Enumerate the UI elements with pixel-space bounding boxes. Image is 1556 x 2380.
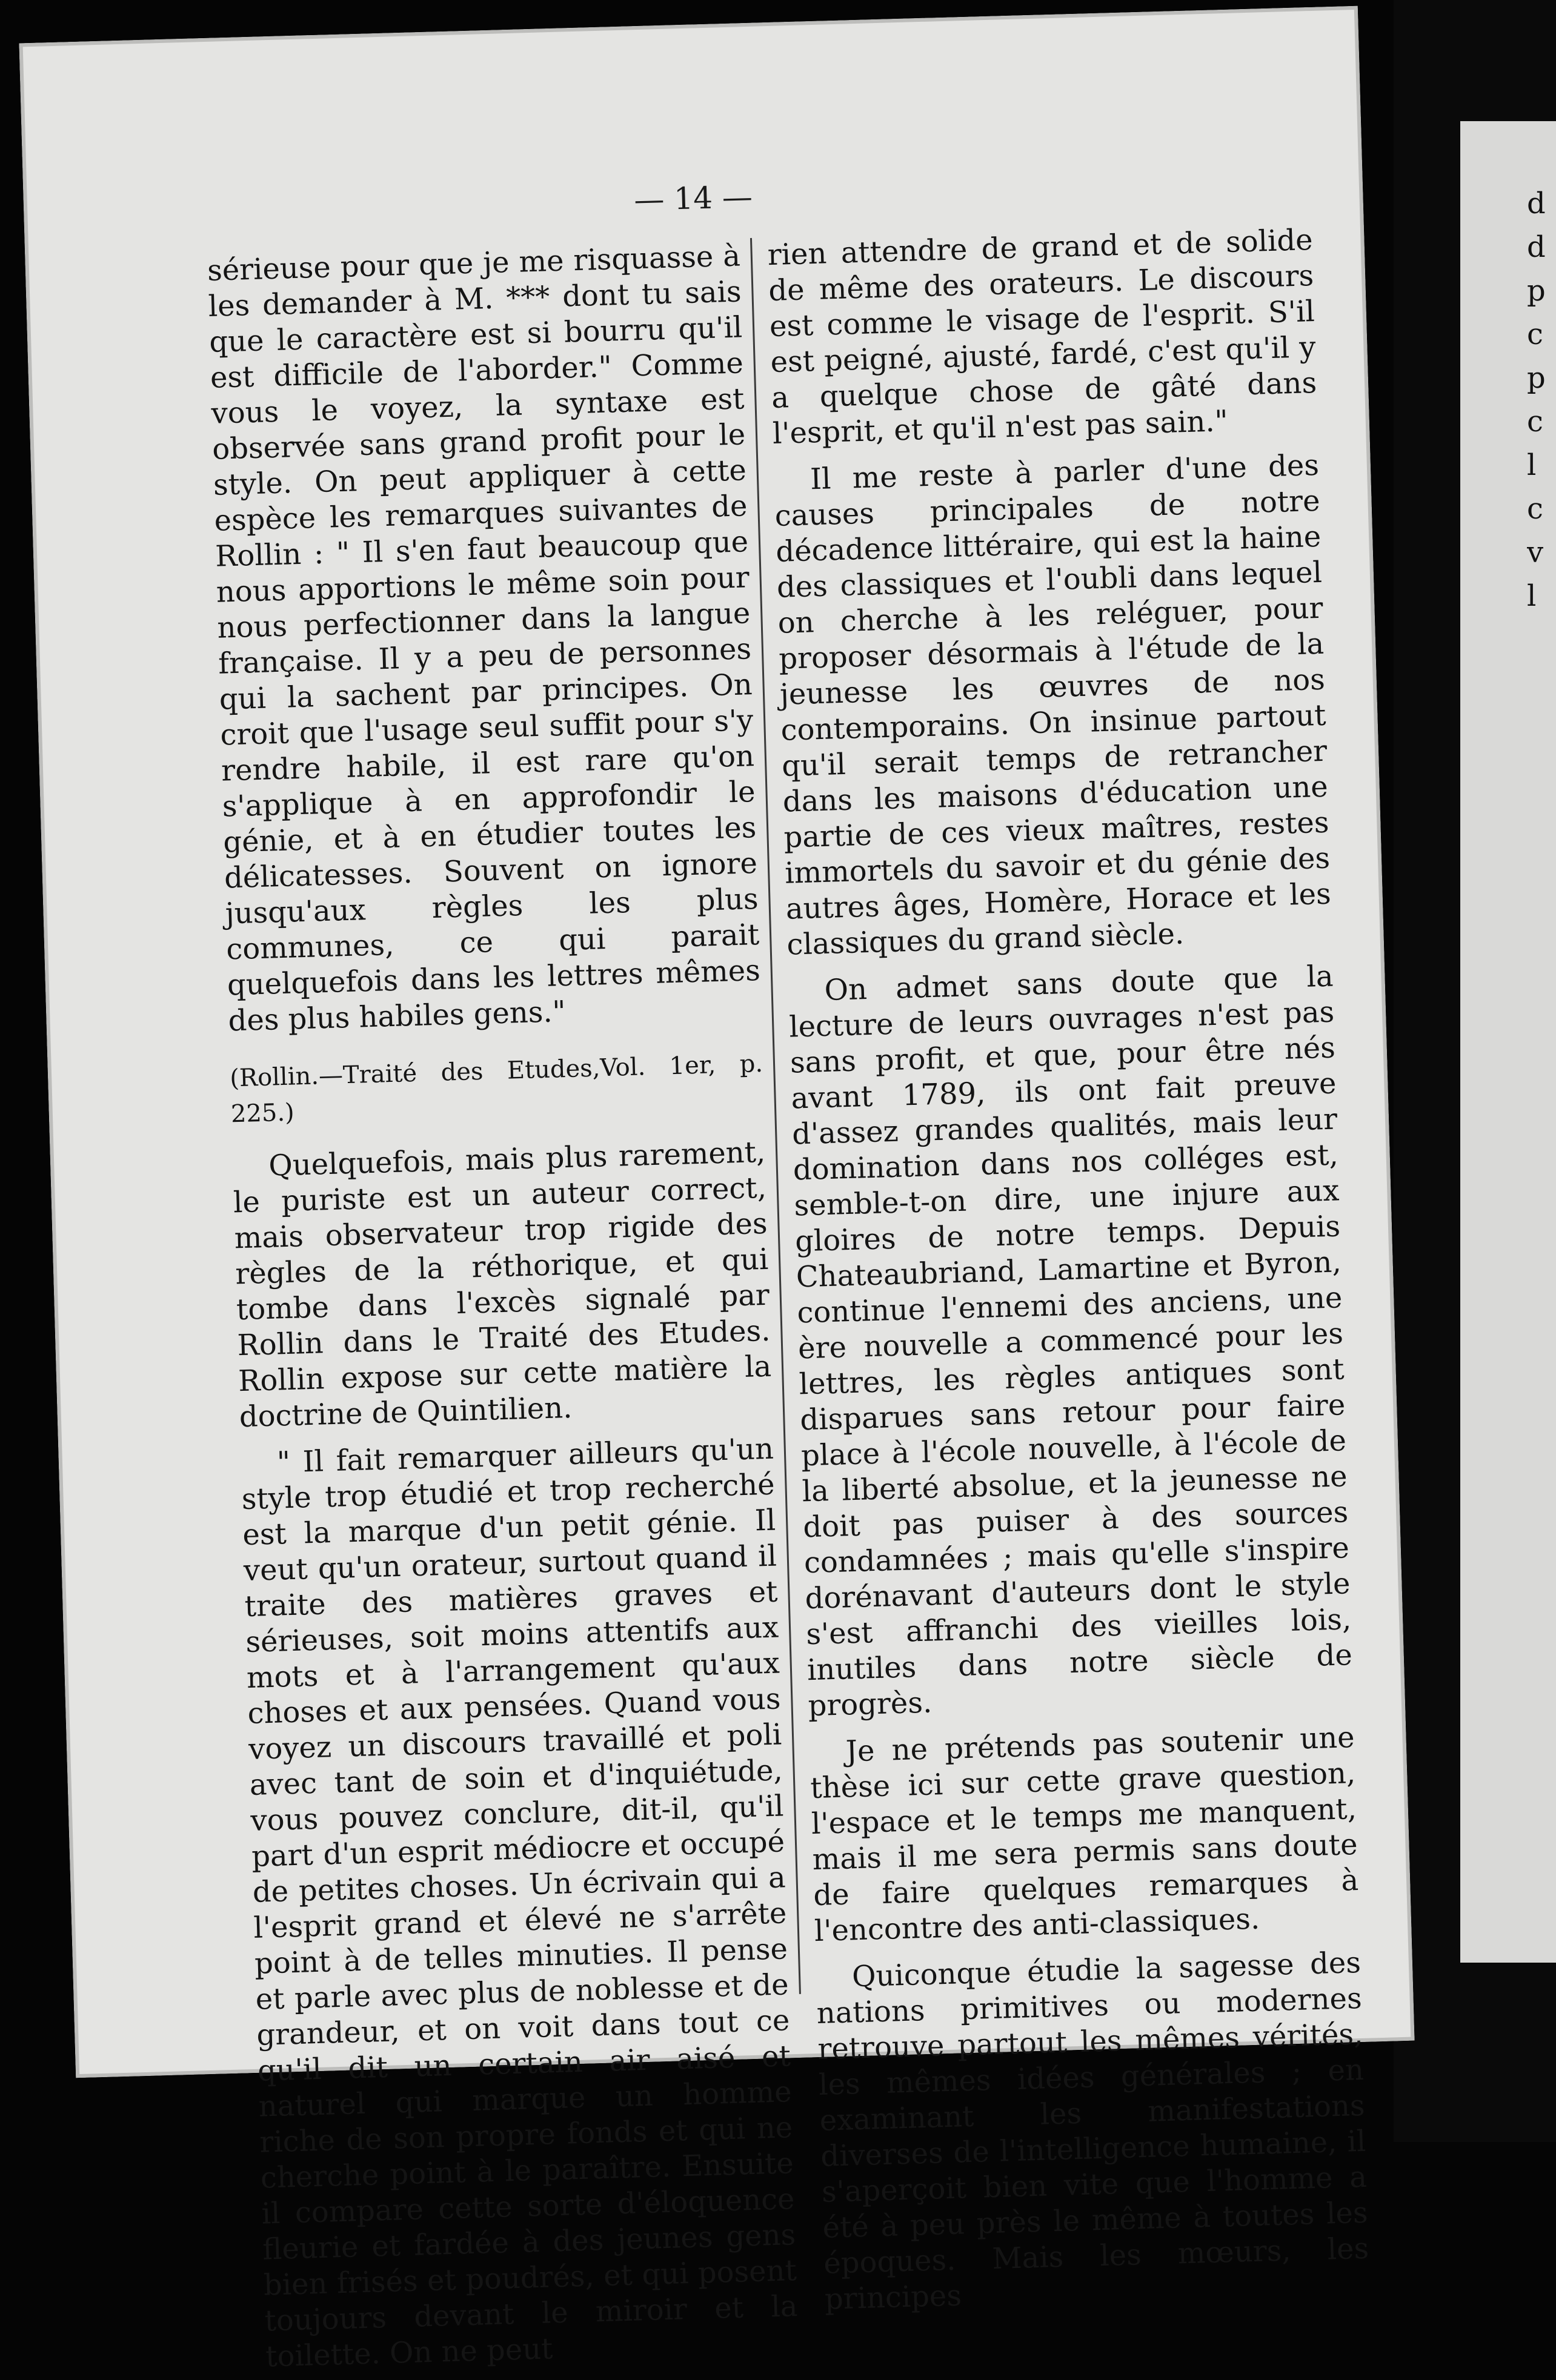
- rollin-citation: (Rollin.—Traité des Etudes,Vol. 1er, p. 225.): [229, 1049, 763, 1129]
- right-paragraph-4: Je ne prétends pas soutenir une thèse ici sur cette grave question, l'espace et le temps me manquent, mais il me sera permis sans doute de faire quelques remarques à l'encontre des anti-classiques.: [810, 1720, 1359, 1949]
- book-page: [19, 6, 1415, 2374]
- right-paragraph-5: Quiconque étudie la sagesse des nations primitives ou modernes retrouve partout les mêmes vérités, les mêmes idées générales ; en examinant les manifestations diverses de l'intelligence humaine, il s'aperçoit bien vite que l'homme a été à peu près le même à toutes les époques. Mais les mœurs, les principes: [816, 1945, 1369, 2316]
- left-paragraph-3: " Il fait remarquer ailleurs qu'un style trop étudié et trop recherché est la marque d'un petit génie. Il veut qu'un orateur, surtout quand il traite des matières graves et sérieuses, soit moins attentifs aux mots et à l'arrangement qu'aux choses et aux pensées. Quand vous voyez un discours travaillé et poli avec tant de soin et d'inquiétude, vous pouvez conclure, dit-il, qu'il part d'un esprit médiocre et occupé de petites choses. Un écrivain qui a l'esprit grand et élevé ne s'arrête point à de telles minuties. Il pense et parle avec plus de noblesse et de grandeur, et on voit dans tout ce qu'il dit un certain air aisé et naturel qui marque un homme riche de son propre fonds et qui ne cherche point à le paraître. Ensuite il compare cette sorte d'éloquence fleurie et fardée à des jeunes gens bien frisés et poudrés, et qui posent toujours devant le miroir et la toilette. On ne peut: [241, 1431, 799, 2374]
- adjacent-page-letters: d d p c p c l c v l: [1527, 187, 1546, 613]
- left-paragraph-2: Quelquefois, mais plus rarement, le puriste est un auteur correct, mais observateur trop rigide des règles de la réthorique, et qui tombe dans l'excès signalé par Rollin dans le Traité des Etudes. Rollin expose sur cette matière la doctrine de Quintilien.: [233, 1135, 772, 1434]
- right-paragraph-3: On admet sans doute que la lecture de leurs ouvrages n'est pas sans profit, et que, pour être nés avant 1789, ils ont fait preuve d'assez grandes qualités, mais leur domination dans nos colléges est, semble-t-on dire, une injure aux gloires de notre temps. Depuis Chateaubriand, Lamartine et Byron, continue l'ennemi des anciens, une ère nouvelle a commencé pour les lettres, les règles antiques sont disparues sans retour pour faire place à l'école nouvelle, à l'école de la liberté absolue, et la jeunesse ne doit pas puiser à des sources condamnées ; mais qu'elle s'inspire dorénavant d'auteurs dont le style s'est affranchi des vieilles lois, inutiles dans notre siècle de progrès.: [788, 959, 1353, 1723]
- left-column: [207, 238, 799, 2375]
- left-paragraph-1: sérieuse pour que je me risquasse à les demander à M. *** dont tu sais que le caractère est si bourru qu'il est difficile de l'aborder." Comme vous le voyez, la syntaxe est observée sans grand profit pour le style. On peut appliquer à cette espèce les remarques suivantes de Rollin : " Il s'en faut beaucoup que nous apportions le même soin pour nous perfectionner dans la langue française. Il y a peu de personnes qui la sachent par principes. On croit que l'usage seul suffit pour s'y rendre habile, il est rare qu'on s'applique à en approfondir le génie, et à en étudier toutes les délicatesses. Souvent on ignore jusqu'aux règles les plus communes, ce qui parait quelquefois dans les lettres mêmes des plus habiles gens.": [207, 239, 761, 1038]
- right-column: [767, 222, 1371, 2318]
- right-paragraph-2: Il me reste à parler d'une des causes principales de notre décadence littéraire, qui est la haine des classiques et l'oubli dans lequel on cherche à les reléguer, pour proposer désormais à l'étude de la jeunesse les œuvres de nos contemporains. On insinue partout qu'il serait temps de retrancher dans les maisons d'éducation une partie de ces vieux maîtres, restes immortels du savoir et du génie des autres âges, Homère, Horace et les classiques du grand siècle.: [774, 448, 1332, 962]
- page-number: — 14 —: [633, 179, 753, 218]
- right-paragraph-1: rien attendre de grand et de solide de même des orateurs. Le discours est comme le visage de l'esprit. S'il est peigné, ajusté, fardé, c'est qu'il y a quelque chose de gâté dans l'esprit, et qu'il n'est pas sain.": [766, 223, 1317, 451]
